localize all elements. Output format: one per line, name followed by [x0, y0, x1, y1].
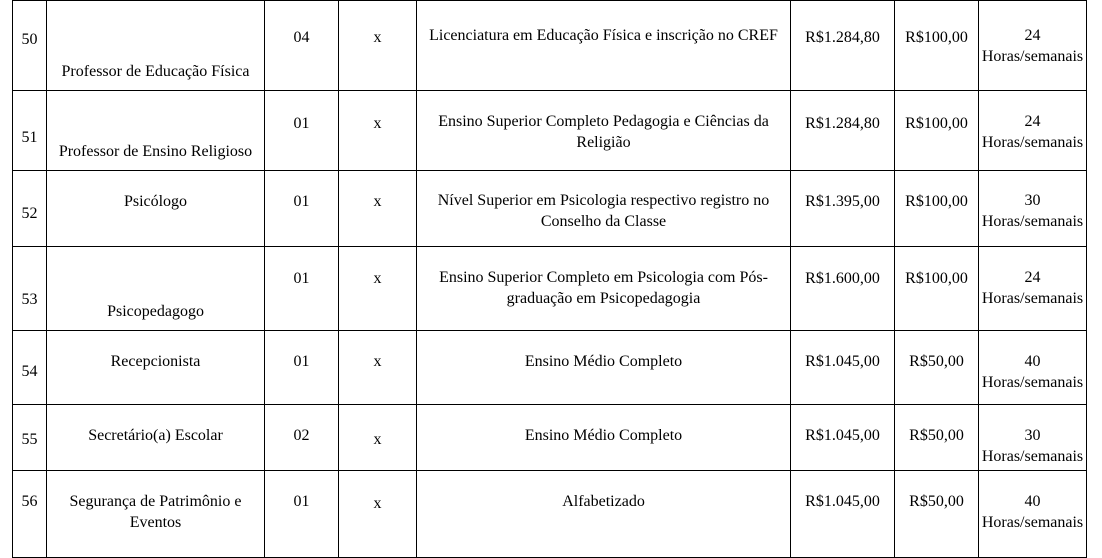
- workload-unit: Horas/semanais: [981, 290, 1084, 307]
- vacancies-count: 01: [265, 171, 339, 247]
- row-number: 52: [13, 171, 47, 247]
- workload: [979, 1, 1087, 91]
- bonus: R$50,00: [895, 471, 979, 558]
- table-row: [13, 471, 1087, 558]
- requirements: Ensino Médio Completo: [417, 405, 791, 471]
- workload-hours: 40: [1024, 353, 1041, 370]
- vacancies-count: 04: [265, 1, 339, 91]
- vacancies-count: 01: [265, 247, 339, 331]
- position-name: Psicopedagogo: [107, 303, 204, 320]
- position-cell: [47, 247, 265, 331]
- requirements: Alfabetizado: [417, 471, 791, 558]
- workload: [979, 405, 1087, 471]
- bonus: R$100,00: [895, 91, 979, 171]
- workload: [979, 471, 1087, 558]
- workload-hours: 30: [1024, 427, 1041, 444]
- table-row: [13, 247, 1087, 331]
- row-number: 50: [13, 1, 47, 91]
- table-row: [13, 331, 1087, 405]
- row-number: 54: [13, 331, 47, 405]
- position-name: Recepcionista: [110, 353, 201, 370]
- bonus: R$100,00: [895, 1, 979, 91]
- reserve-mark: x: [339, 247, 417, 331]
- requirements: Ensino Médio Completo: [417, 331, 791, 405]
- position-cell: [47, 471, 265, 558]
- table-row: [13, 91, 1087, 171]
- workload: [979, 91, 1087, 171]
- position-cell: [47, 405, 265, 471]
- salary: R$1.395,00: [791, 171, 895, 247]
- row-number: 55: [13, 405, 47, 471]
- position-name: Secretário(a) Escolar: [88, 427, 223, 444]
- reserve-mark: x: [339, 1, 417, 91]
- position-cell: [47, 91, 265, 171]
- workload-unit: Horas/semanais: [981, 48, 1084, 65]
- workload-hours: 40: [1024, 493, 1041, 510]
- workload-unit: Horas/semanais: [981, 213, 1084, 230]
- salary: R$1.045,00: [791, 331, 895, 405]
- vacancies-table: [12, 0, 1087, 558]
- reserve-mark: x: [339, 91, 417, 171]
- bonus: R$50,00: [895, 331, 979, 405]
- row-number: 53: [13, 247, 47, 331]
- requirements: Nível Superior em Psicologia respectivo registro no Conselho da Classe: [417, 171, 791, 247]
- reserve-mark: x: [339, 405, 417, 471]
- workload: [979, 331, 1087, 405]
- requirements: Licenciatura em Educação Física e inscrição no CREF: [417, 1, 791, 91]
- table-row: [13, 171, 1087, 247]
- salary: R$1.045,00: [791, 471, 895, 558]
- salary: R$1.045,00: [791, 405, 895, 471]
- workload-unit: Horas/semanais: [981, 134, 1084, 151]
- bonus: R$50,00: [895, 405, 979, 471]
- reserve-mark: x: [339, 331, 417, 405]
- vacancies-count: 01: [265, 331, 339, 405]
- workload: [979, 247, 1087, 331]
- vacancies-count: 01: [265, 91, 339, 171]
- bonus: R$100,00: [895, 247, 979, 331]
- vacancies-count: 01: [265, 471, 339, 558]
- position-name: Segurança de Patrimônio e Eventos: [69, 493, 242, 531]
- requirements: Ensino Superior Completo em Psicologia com Pós-graduação em Psicopedagogia: [417, 247, 791, 331]
- salary: R$1.284,80: [791, 1, 895, 91]
- salary: R$1.600,00: [791, 247, 895, 331]
- workload-unit: Horas/semanais: [981, 374, 1084, 391]
- table-row: [13, 405, 1087, 471]
- workload-unit: Horas/semanais: [981, 448, 1084, 465]
- workload-unit: Horas/semanais: [981, 514, 1084, 531]
- position-cell: [47, 331, 265, 405]
- salary: R$1.284,80: [791, 91, 895, 171]
- workload-hours: 24: [1024, 27, 1041, 44]
- position-name: Psicólogo: [123, 193, 188, 210]
- reserve-mark: x: [339, 171, 417, 247]
- bonus: R$100,00: [895, 171, 979, 247]
- requirements: Ensino Superior Completo Pedagogia e Ciências da Religião: [417, 91, 791, 171]
- position-name: Professor de Educação Física: [61, 63, 250, 80]
- reserve-mark: x: [339, 471, 417, 558]
- row-number: 51: [13, 91, 47, 171]
- workload-hours: 24: [1024, 269, 1041, 286]
- row-number: 56: [13, 471, 47, 558]
- position-cell: [47, 1, 265, 91]
- workload: [979, 171, 1087, 247]
- workload-hours: 24: [1024, 113, 1041, 130]
- vacancies-count: 02: [265, 405, 339, 471]
- table-row: [13, 1, 1087, 91]
- workload-hours: 30: [1024, 192, 1041, 209]
- position-cell: [47, 171, 265, 247]
- position-name: Professor de Ensino Religioso: [58, 143, 253, 160]
